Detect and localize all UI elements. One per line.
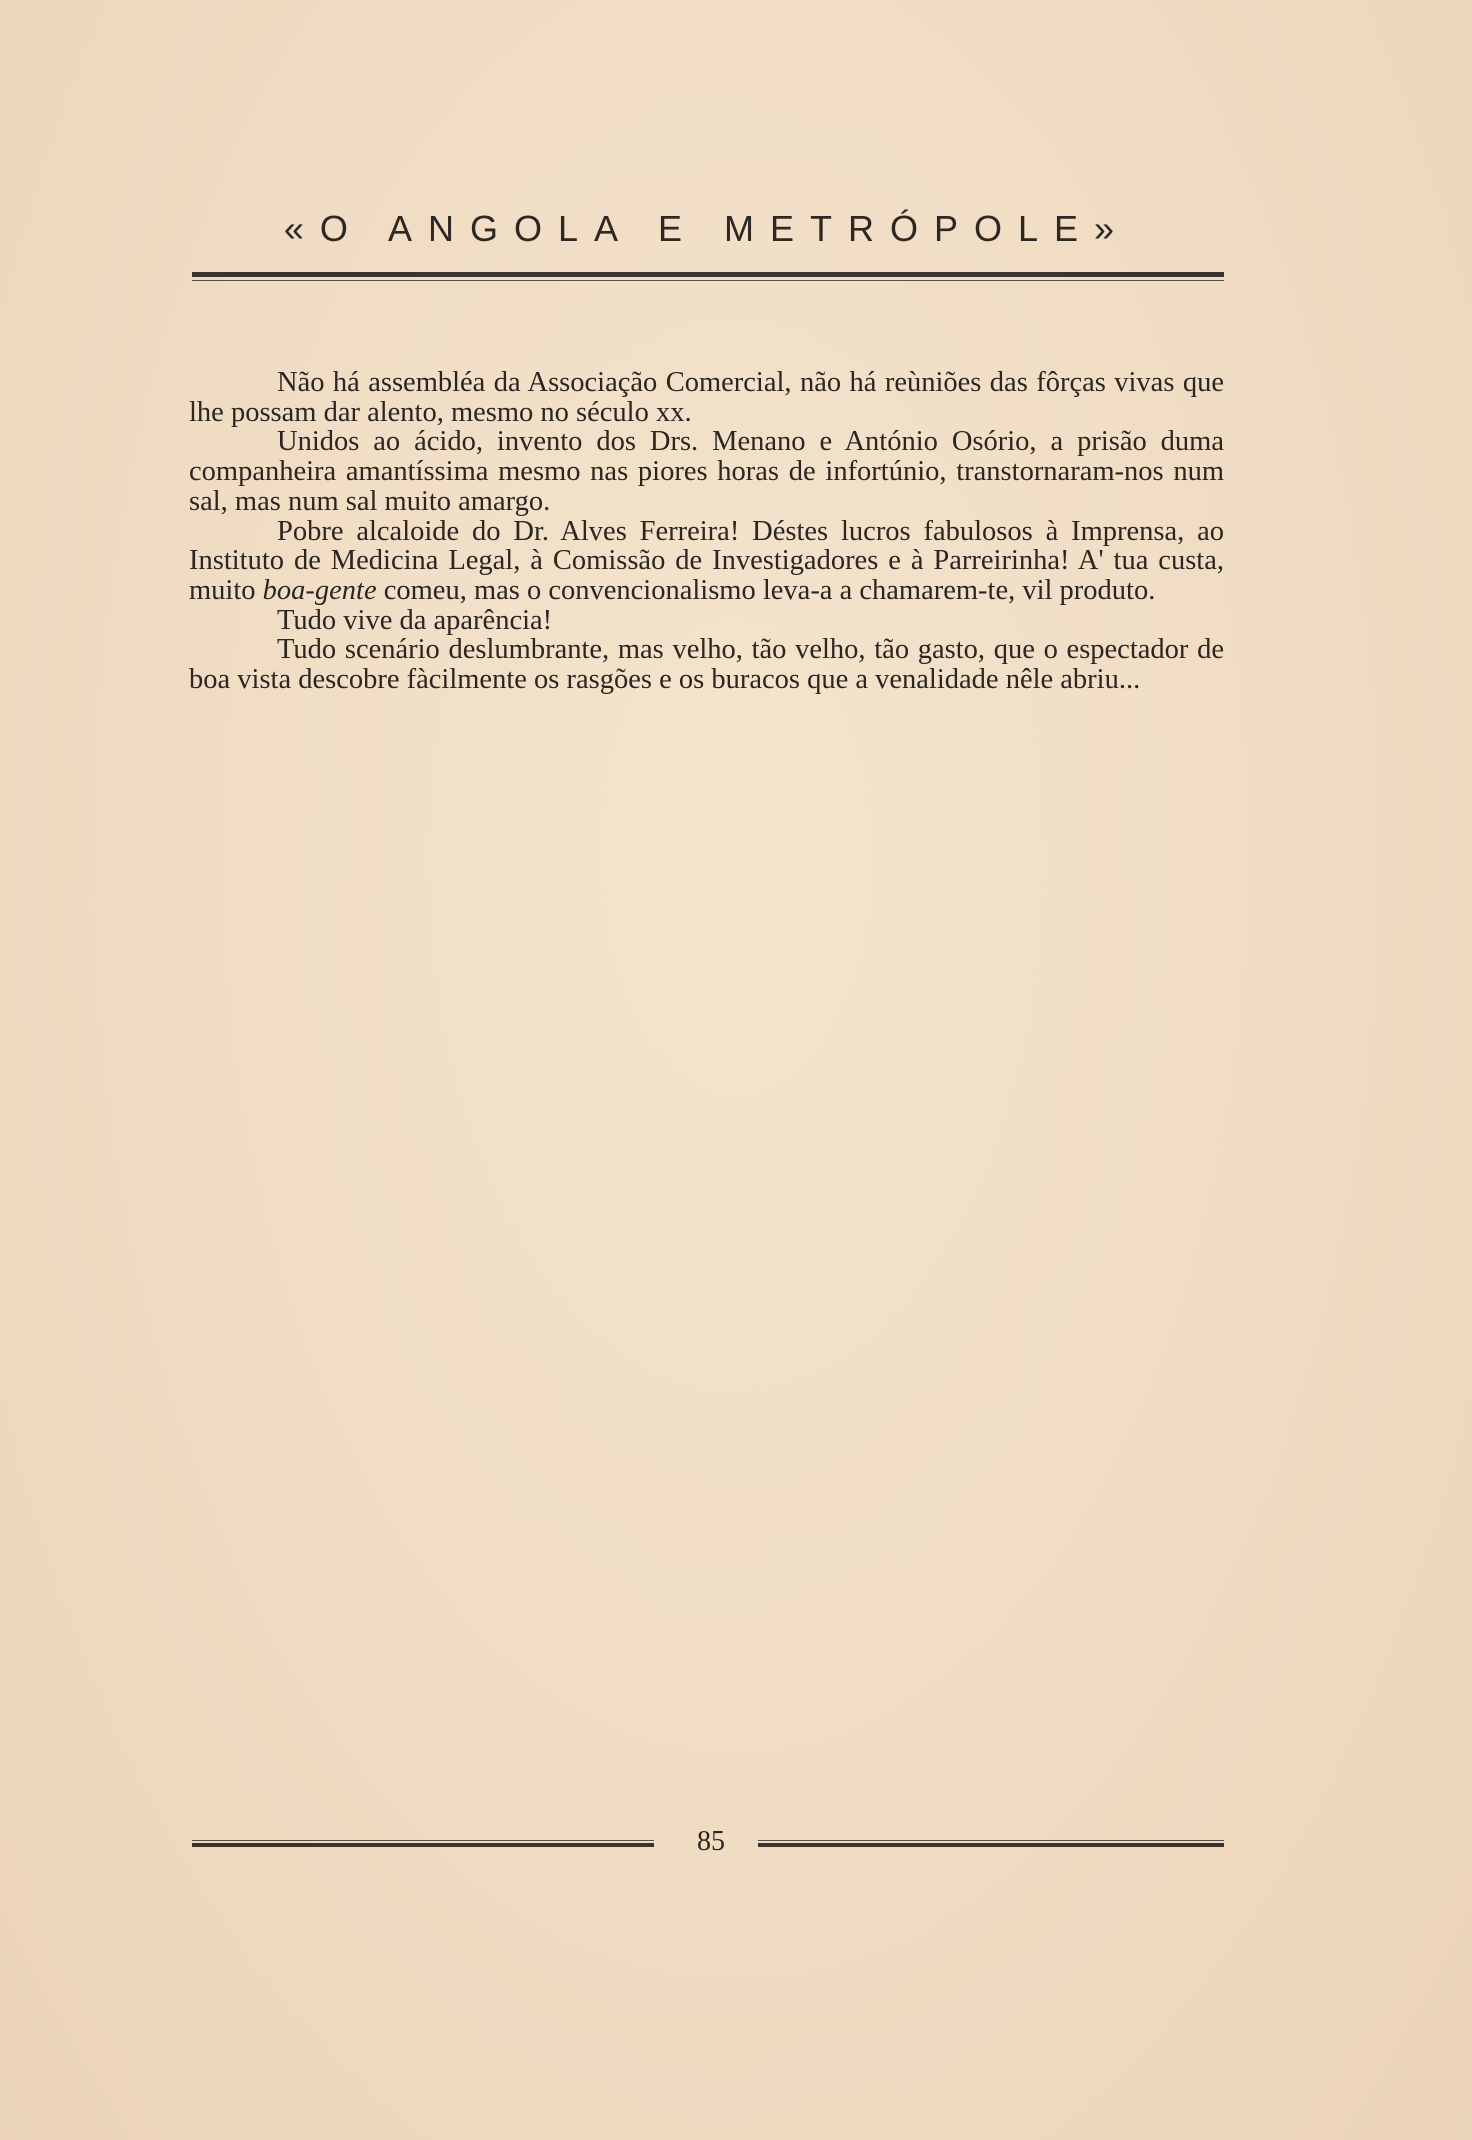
paragraph-3 <box>189 517 1224 606</box>
page-footer <box>192 1826 1224 1866</box>
paragraph-2: Unidos ao ácido, invento dos Drs. Menano e António Osório, a prisão duma companheira amantíssima mesmo nas piores horas de infortúnio, transtornaram-nos num sal, mas num sal muito amargo. <box>189 426 1224 517</box>
body-text <box>189 368 1224 695</box>
footer-rule-right <box>758 1840 1224 1847</box>
italic-phrase: boa-gente <box>262 574 377 606</box>
header-rule <box>192 272 1224 281</box>
paragraph-4: Tudo vive da aparência! <box>277 604 553 636</box>
paragraph-3-tail: comeu, mas o convencionalismo leva-a a chamarem-te, vil produto. <box>383 574 1156 606</box>
paragraph-3-text: Pobre alcaloide do Dr. Alves Ferreira! Déstes lucros fabulosos à Imprensa, ao Instituto de Medicina Legal, à Comissão de Investigadores e à Parreirinha! A' tua custa, muito <box>189 515 1224 606</box>
paragraph-1: Não há assembléa da Associação Comercial, não há reùniões das fôrças vivas que lhe possam dar alento, mesmo no século xx. <box>189 367 1224 428</box>
footer-rule-left <box>192 1840 654 1847</box>
page-number: 85 <box>697 1826 725 1857</box>
paragraph-5: Tudo scenário deslumbrante, mas velho, tão velho, tão gasto, que o espectador de boa vista descobre fàcilmente os rasgões e os buracos que a venalidade nêle abriu... <box>189 634 1224 696</box>
running-title: «O ANGOLA E METRÓPOLE» <box>283 208 1131 249</box>
